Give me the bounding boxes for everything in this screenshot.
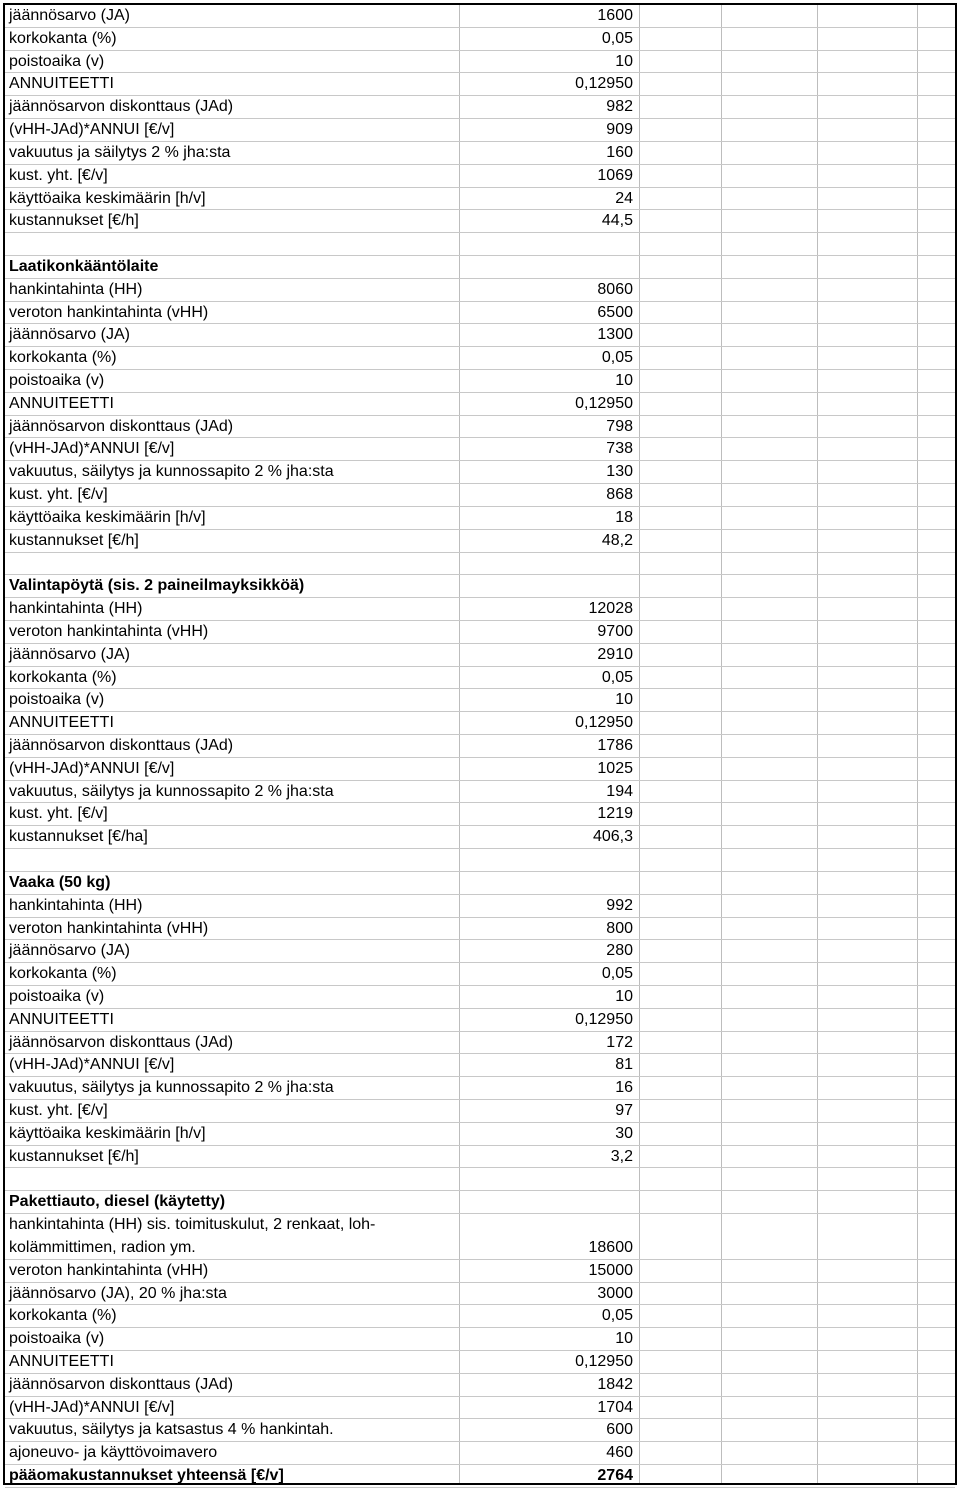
table-row[interactable]: [5, 5, 955, 28]
row-value: 48,2: [601, 531, 633, 549]
row-label: kust. yht. [€/v]: [9, 486, 108, 504]
table-row[interactable]: [5, 781, 955, 804]
row-label: kustannukset [€/ha]: [9, 828, 148, 846]
table-row[interactable]: [5, 302, 955, 325]
row-value: 10: [615, 52, 633, 70]
row-label: ANNUITEETTI: [9, 394, 114, 412]
table-row[interactable]: [5, 918, 955, 941]
table-row[interactable]: [5, 895, 955, 918]
row-value: 798: [606, 417, 633, 435]
table-row[interactable]: [5, 963, 955, 986]
table-row[interactable]: [5, 1237, 955, 1260]
row-label: jäännösarvo (JA): [9, 326, 130, 344]
row-label: ajoneuvo- ja käyttövoimavero: [9, 1444, 218, 1462]
table-row[interactable]: [5, 1214, 955, 1237]
row-value: 1704: [597, 1398, 633, 1416]
row-label: vakuutus ja säilytys 2 % jha:sta: [9, 143, 231, 161]
row-label: kust. yht. [€/v]: [9, 166, 108, 184]
table-row[interactable]: [5, 1146, 955, 1169]
table-row[interactable]: [5, 142, 955, 165]
row-value: 6500: [597, 303, 633, 321]
section-heading: Valintapöytä (sis. 2 paineilmayksikköä): [9, 577, 305, 595]
row-value: 738: [606, 440, 633, 458]
row-label: korkokanta (%): [9, 29, 117, 47]
row-value: 16: [615, 1079, 633, 1097]
row-value: 0,05: [601, 349, 633, 367]
row-label: kustannukset [€/h]: [9, 1147, 139, 1165]
table-row[interactable]: [5, 256, 955, 279]
row-label: kustannukset [€/h]: [9, 212, 139, 230]
row-label: ANNUITEETTI: [9, 714, 114, 732]
row-label: jäännösarvo (JA): [9, 7, 130, 24]
row-label: korkokanta (%): [9, 1307, 117, 1325]
row-label: hankintahinta (HH): [9, 896, 143, 914]
row-value: 15000: [588, 1261, 633, 1279]
table-row[interactable]: [5, 1397, 955, 1420]
table-row[interactable]: [5, 1351, 955, 1374]
table-row[interactable]: [5, 324, 955, 347]
row-label: vakuutus, säilytys ja kunnossapito 2 % jha:sta: [9, 782, 334, 800]
row-value: 1842: [597, 1375, 633, 1393]
table-row[interactable]: [5, 1100, 955, 1123]
table-row[interactable]: [5, 1442, 955, 1465]
row-label: jäännösarvo (JA), 20 % jha:sta: [9, 1284, 227, 1302]
table-row[interactable]: [5, 370, 955, 393]
row-label: jäännösarvon diskonttaus (JAd): [9, 1375, 234, 1393]
row-value: 0,12950: [575, 394, 633, 412]
row-label: käyttöaika keskimäärin [h/v]: [9, 508, 206, 526]
row-value: 800: [606, 919, 633, 937]
table-row[interactable]: [5, 347, 955, 370]
table-row[interactable]: [5, 644, 955, 667]
row-value: 18600: [588, 1238, 633, 1256]
row-label: veroton hankintahinta (vHH): [9, 1261, 209, 1279]
row-label: käyttöaika keskimäärin [h/v]: [9, 1124, 206, 1142]
row-label: poistoaika (v): [9, 52, 105, 70]
row-value: 10: [615, 987, 633, 1005]
row-label: kustannukset [€/h]: [9, 531, 139, 549]
row-label: hankintahinta (HH): [9, 280, 143, 298]
table-row[interactable]: [5, 1374, 955, 1397]
row-label: (vHH-JAd)*ANNUI [€/v]: [9, 1056, 175, 1074]
row-value: 81: [615, 1056, 633, 1074]
row-label: ANNUITEETTI: [9, 1352, 114, 1370]
row-label: jäännösarvon diskonttaus (JAd): [9, 737, 234, 754]
section-heading: Vaaka (50 kg): [9, 873, 111, 891]
row-label: hankintahinta (HH): [9, 600, 143, 618]
section-heading: Pakettiauto, diesel (käytetty): [9, 1193, 226, 1211]
row-label: vakuutus, säilytys ja kunnossapito 2 % jha:sta: [9, 463, 334, 481]
row-label: poistoaika (v): [9, 372, 105, 389]
row-value: 1025: [597, 759, 633, 777]
row-value: 868: [606, 486, 633, 504]
table-row[interactable]: [5, 507, 955, 530]
row-value: 1219: [597, 805, 633, 823]
row-label: poistoaika (v): [9, 1330, 105, 1348]
table-row[interactable]: [5, 416, 955, 439]
spreadsheet: [3, 3, 957, 1485]
row-value: 460: [606, 1444, 633, 1462]
table-row[interactable]: [5, 393, 955, 416]
table-row[interactable]: [5, 484, 955, 507]
row-value: 0,12950: [575, 714, 633, 732]
row-value: 12028: [588, 600, 633, 618]
row-value: 280: [606, 942, 633, 960]
table-row[interactable]: [5, 758, 955, 781]
blank-row[interactable]: [5, 553, 955, 576]
row-value: 8060: [597, 280, 633, 298]
row-value: 0,05: [601, 965, 633, 983]
row-label: veroton hankintahinta (vHH): [9, 303, 209, 321]
row-label: poistoaika (v): [9, 987, 105, 1005]
row-value: 1069: [597, 166, 633, 184]
blank-row[interactable]: [5, 233, 955, 256]
row-value: 0,05: [601, 1307, 633, 1325]
table-row[interactable]: [5, 1123, 955, 1146]
row-label: ANNUITEETTI: [9, 1010, 114, 1028]
row-value: 600: [606, 1421, 633, 1439]
table-row[interactable]: [5, 621, 955, 644]
table-row[interactable]: [5, 530, 955, 553]
table-row[interactable]: [5, 438, 955, 461]
table-row[interactable]: [5, 1305, 955, 1328]
row-label: pääomakustannukset yhteensä [€/v]: [9, 1467, 284, 1484]
table-row[interactable]: [5, 461, 955, 484]
row-value: 1600: [597, 7, 633, 24]
row-value: 10: [615, 372, 633, 389]
table-row[interactable]: [5, 667, 955, 690]
table-row[interactable]: [5, 1077, 955, 1100]
spreadsheet-rows: [5, 5, 955, 1488]
table-row[interactable]: [5, 210, 955, 233]
row-value: 992: [606, 896, 633, 914]
row-value: 982: [606, 98, 633, 116]
row-value: 172: [606, 1033, 633, 1051]
table-row[interactable]: [5, 986, 955, 1009]
row-value: 406,3: [592, 828, 633, 846]
row-label: kolämmittimen, radion ym.: [9, 1238, 196, 1256]
table-row[interactable]: [5, 1009, 955, 1032]
row-value: 909: [606, 121, 633, 139]
table-row[interactable]: [5, 872, 955, 895]
section-heading: Laatikonkääntölaite: [9, 257, 159, 275]
row-label: jäännösarvon diskonttaus (JAd): [9, 417, 234, 435]
row-value: 18: [615, 508, 633, 526]
row-value: 1786: [597, 737, 633, 754]
row-label: ANNUITEETTI: [9, 75, 114, 93]
table-row[interactable]: [5, 1465, 955, 1488]
table-row[interactable]: [5, 188, 955, 211]
row-label: jäännösarvo (JA): [9, 645, 130, 663]
table-row[interactable]: [5, 1260, 955, 1283]
row-value: 0,12950: [575, 75, 633, 93]
table-row[interactable]: [5, 803, 955, 826]
row-label: (vHH-JAd)*ANNUI [€/v]: [9, 1398, 175, 1416]
row-label: veroton hankintahinta (vHH): [9, 919, 209, 937]
row-value: 0,05: [601, 668, 633, 686]
row-value: 130: [606, 463, 633, 481]
table-row[interactable]: [5, 165, 955, 188]
table-row[interactable]: [5, 598, 955, 621]
table-row[interactable]: [5, 689, 955, 712]
row-label: (vHH-JAd)*ANNUI [€/v]: [9, 759, 175, 777]
table-row[interactable]: [5, 73, 955, 96]
row-value: 44,5: [601, 212, 633, 230]
table-row[interactable]: [5, 119, 955, 142]
row-label: käyttöaika keskimäärin [h/v]: [9, 189, 206, 207]
row-value: 1300: [597, 326, 633, 344]
table-row[interactable]: [5, 940, 955, 963]
table-row[interactable]: [5, 826, 955, 849]
row-label: jäännösarvon diskonttaus (JAd): [9, 98, 234, 116]
row-value: 0,12950: [575, 1352, 633, 1370]
row-value: 3000: [597, 1284, 633, 1302]
row-label: jäännösarvo (JA): [9, 942, 130, 960]
row-value: 24: [615, 189, 633, 207]
row-label: kust. yht. [€/v]: [9, 1102, 108, 1119]
row-label: kust. yht. [€/v]: [9, 805, 108, 823]
row-value: 160: [606, 143, 633, 161]
table-row[interactable]: [5, 1032, 955, 1055]
row-label: poistoaika (v): [9, 691, 105, 709]
row-label: korkokanta (%): [9, 965, 117, 983]
row-label: korkokanta (%): [9, 349, 117, 367]
row-value: 3,2: [610, 1147, 633, 1165]
table-row[interactable]: [5, 279, 955, 302]
row-value: 30: [615, 1124, 633, 1142]
row-label: vakuutus, säilytys ja katsastus 4 % hankintah.: [9, 1421, 334, 1439]
blank-row[interactable]: [5, 849, 955, 872]
row-value: 10: [615, 691, 633, 709]
row-value: 9700: [597, 622, 633, 640]
table-row[interactable]: [5, 1419, 955, 1442]
row-value: 2764: [597, 1467, 633, 1484]
row-label: (vHH-JAd)*ANNUI [€/v]: [9, 121, 175, 139]
row-value: 2910: [597, 645, 633, 663]
row-label: hankintahinta (HH) sis. toimituskulut, 2 renkaat, loh-: [9, 1216, 376, 1234]
row-label: korkokanta (%): [9, 668, 117, 686]
row-value: 0,05: [601, 29, 633, 47]
table-row[interactable]: [5, 712, 955, 735]
table-row[interactable]: [5, 1328, 955, 1351]
row-value: 10: [615, 1330, 633, 1348]
table-row[interactable]: [5, 1191, 955, 1214]
table-row[interactable]: [5, 1054, 955, 1077]
table-row[interactable]: [5, 96, 955, 119]
table-row[interactable]: [5, 1283, 955, 1306]
row-label: vakuutus, säilytys ja kunnossapito 2 % jha:sta: [9, 1079, 334, 1097]
table-row[interactable]: [5, 28, 955, 51]
table-row[interactable]: [5, 575, 955, 598]
row-label: veroton hankintahinta (vHH): [9, 622, 209, 640]
row-label: (vHH-JAd)*ANNUI [€/v]: [9, 440, 175, 458]
table-row[interactable]: [5, 51, 955, 74]
row-value: 97: [615, 1102, 633, 1119]
table-row[interactable]: [5, 735, 955, 758]
row-value: 0,12950: [575, 1010, 633, 1028]
blank-row[interactable]: [5, 1168, 955, 1191]
row-value: 194: [606, 782, 633, 800]
row-label: jäännösarvon diskonttaus (JAd): [9, 1033, 234, 1051]
